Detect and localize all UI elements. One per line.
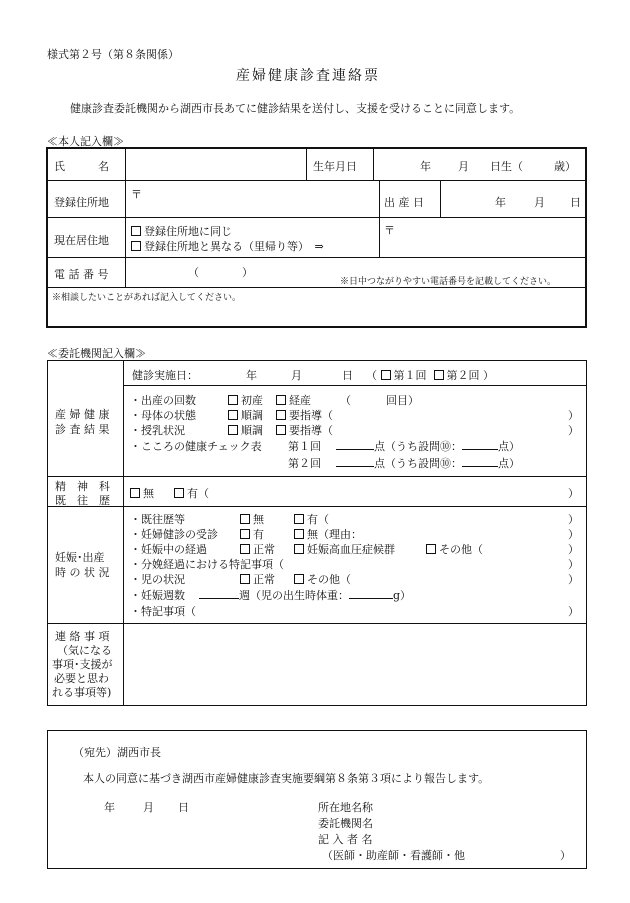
exam-day-unit: 日 xyxy=(342,369,353,382)
checkbox-icon xyxy=(131,226,141,236)
contact-field[interactable] xyxy=(128,627,583,702)
exam-round-2-label: 第２回 xyxy=(446,369,480,382)
mental-round-1-label: 第１回 xyxy=(288,440,321,453)
birth-label: 生年月日 xyxy=(313,160,357,173)
contact-label-4: 必要と思わ xyxy=(54,672,109,685)
phone-label: 電 話 番 号 xyxy=(54,268,109,281)
checkbox-icon xyxy=(381,370,391,380)
delivery-day-unit: 日 xyxy=(570,196,581,209)
postal-mark: 〒 xyxy=(131,188,142,201)
baby-other-label: その他（ xyxy=(307,573,351,586)
personal-section-table xyxy=(46,147,587,328)
name-label: 氏 名 xyxy=(54,160,109,173)
course-other-label: その他（ xyxy=(439,543,483,556)
profession-label: （医師・助産師・看護師・他 xyxy=(322,849,465,862)
paren-close: ） xyxy=(483,369,494,382)
addressee: （宛先）湖西市長 xyxy=(73,746,161,759)
agency-name-label: 委託機関名 xyxy=(318,817,373,830)
checkbox-icon xyxy=(276,395,286,405)
checkbox-icon xyxy=(434,370,444,380)
psych-none-option[interactable] xyxy=(130,485,154,501)
location-label: 所在地名称 xyxy=(318,801,373,814)
history-label: ・既往歴等 xyxy=(130,513,185,526)
consult-note: ※相談したいことがあれば記入してください。 xyxy=(52,293,242,303)
primipara-option[interactable] xyxy=(228,392,263,408)
delivery-label: 出 産 日 xyxy=(384,196,424,209)
contact-label-1: 連 絡 事 項 xyxy=(55,630,110,643)
phone-paren-close: ） xyxy=(242,266,253,279)
sub-score-blank[interactable] xyxy=(462,449,498,450)
birth-year-unit: 年 xyxy=(420,160,431,173)
birth-age-unit: 歳） xyxy=(554,160,576,173)
checkbox-icon xyxy=(276,410,286,420)
current-different-option[interactable] xyxy=(131,238,324,254)
checkup-no-label: 無（理由： xyxy=(307,528,362,541)
baby-status-label: ・児の状況 xyxy=(130,573,185,586)
sub-question-label: （うち設問⑩： xyxy=(385,457,462,470)
form-number: 様式第２号（第８条関係） xyxy=(47,48,179,61)
history-yes-label: 有（ xyxy=(307,513,329,526)
address-label: 登録住所地 xyxy=(54,196,109,209)
checkup-yes-label: 有 xyxy=(253,528,264,541)
course-hypertension-option[interactable] xyxy=(294,541,395,557)
psych-yes-label: 有（ xyxy=(187,487,209,500)
exam-round-2[interactable] xyxy=(434,369,480,382)
report-year-unit: 年 xyxy=(104,801,115,814)
birth-month-unit: 月 xyxy=(458,160,469,173)
exam-year-unit: 年 xyxy=(246,369,257,382)
mental-round-2-score[interactable] xyxy=(336,455,520,471)
score-blank[interactable] xyxy=(336,466,374,467)
score-blank[interactable] xyxy=(336,449,374,450)
exam-round-1-label: 第１回 xyxy=(393,369,427,382)
special-notes-close: ） xyxy=(568,605,579,618)
phone-field[interactable] xyxy=(202,264,240,276)
exam-month-unit: 月 xyxy=(291,369,302,382)
weeks-label: ・妊娠週数 xyxy=(130,589,185,602)
agency-section-table xyxy=(47,360,587,706)
baby-weight-unit: g） xyxy=(393,589,412,602)
checkbox-icon xyxy=(294,514,304,524)
checkbox-icon xyxy=(240,514,250,524)
checkbox-icon xyxy=(426,544,436,554)
baby-other-option[interactable] xyxy=(294,571,351,587)
checkbox-icon xyxy=(174,488,184,498)
profession-close: ） xyxy=(560,849,571,862)
report-month-unit: 月 xyxy=(143,801,154,814)
checkbox-icon xyxy=(228,395,238,405)
sub-question-label: （うち設問⑩： xyxy=(385,440,462,453)
delivery-notes-label: ・分娩経過における特記事項（ xyxy=(130,558,284,571)
phone-paren-open: （ xyxy=(188,266,199,279)
delivery-notes-close: ） xyxy=(568,558,579,571)
address-field[interactable] xyxy=(134,201,374,215)
birth-day-unit: 日生（ xyxy=(490,160,523,173)
mother-guidance-option[interactable] xyxy=(276,407,333,423)
mental-round-1-score[interactable] xyxy=(336,438,520,454)
psych-yes-option[interactable] xyxy=(174,485,209,501)
multipara-option[interactable] xyxy=(276,392,311,408)
multipara-label: 経産 xyxy=(289,394,311,407)
course-hypertension-label: 妊娠高血圧症候群 xyxy=(307,543,395,556)
baby-normal-option[interactable] xyxy=(240,571,275,587)
course-normal-option[interactable] xyxy=(240,541,275,557)
nursing-guidance-option[interactable] xyxy=(276,422,333,438)
checkbox-icon xyxy=(228,425,238,435)
current-same-option[interactable] xyxy=(131,223,232,239)
agency-section-header: ≪委託機関記入欄≫ xyxy=(47,347,146,360)
paren-open: （ xyxy=(366,369,377,382)
report-statement: 本人の同意に基づき湖西市産婦健康診査実施要綱第８条第３項により報告します。 xyxy=(83,772,490,785)
score-unit: 点 xyxy=(374,440,385,453)
contact-label-2: （気になる xyxy=(57,644,112,657)
writer-label: 記 入 者 名 xyxy=(318,833,373,846)
checkbox-icon xyxy=(240,529,250,539)
mother-state-label: ・母体の状態 xyxy=(130,409,196,422)
checkbox-icon xyxy=(130,488,140,498)
consent-text: 健康診査委託機関から湖西市長あてに健診結果を送付し、支援を受けることに同意します。 xyxy=(70,102,521,115)
contact-label-5: れる事項等) xyxy=(52,686,112,699)
psych-none-label: 無 xyxy=(143,487,154,500)
delivery-month-unit: 月 xyxy=(534,196,545,209)
checkbox-icon xyxy=(228,410,238,420)
mother-guidance-label: 要指導（ xyxy=(289,409,333,422)
nursing-normal-option[interactable] xyxy=(228,422,263,438)
nursing-label: ・授乳状況 xyxy=(130,424,185,437)
exam-round-1[interactable] xyxy=(381,369,427,382)
mother-close: ） xyxy=(568,409,579,422)
checkup-no-option[interactable] xyxy=(294,526,362,542)
current-same-label: 登録住所地に同じ xyxy=(144,225,232,238)
course-close: ） xyxy=(568,543,579,556)
weeks-blank[interactable] xyxy=(199,598,239,599)
mother-normal-option[interactable] xyxy=(228,407,263,423)
psych-label-1: 精 神 科 xyxy=(55,480,110,493)
checkup-close: ） xyxy=(568,528,579,541)
course-label: ・妊娠中の経過 xyxy=(130,543,207,556)
baby-normal-label: 正常 xyxy=(253,573,275,586)
report-day-unit: 日 xyxy=(178,801,189,814)
weeks-row xyxy=(130,587,411,603)
birth-count-label: ・出産の回数 xyxy=(130,394,196,407)
mental-check-label: ・こころの健康チェック表 xyxy=(130,440,262,453)
sub-score-unit: 点） xyxy=(498,457,520,470)
baby-weight-label: （児の出生時体重： xyxy=(250,589,349,602)
sub-score-blank[interactable] xyxy=(462,466,498,467)
exam-round-group xyxy=(366,367,494,383)
birth-count-open: （ xyxy=(340,394,351,407)
current-address-label: 現在居住地 xyxy=(54,234,109,247)
weeks-unit: 週 xyxy=(239,589,250,602)
course-other-option[interactable] xyxy=(426,541,483,557)
delivery-year-unit: 年 xyxy=(495,196,506,209)
consult-field[interactable] xyxy=(52,301,580,323)
psych-close: ） xyxy=(568,487,579,500)
baby-weight-blank[interactable] xyxy=(349,598,393,599)
current-postal-mark: 〒 xyxy=(384,224,395,237)
contact-label-3: 事項･支援が xyxy=(52,658,113,671)
nursing-normal-label: 順調 xyxy=(241,424,263,437)
checkbox-icon xyxy=(240,574,250,584)
checkbox-icon xyxy=(294,544,304,554)
course-normal-label: 正常 xyxy=(253,543,275,556)
name-field[interactable] xyxy=(130,153,302,176)
nursing-close: ） xyxy=(568,424,579,437)
history-none-label: 無 xyxy=(253,513,264,526)
history-close: ） xyxy=(568,513,579,526)
baby-status-close: ） xyxy=(568,573,579,586)
report-box xyxy=(47,730,587,869)
mother-normal-label: 順調 xyxy=(241,409,263,422)
primipara-label: 初産 xyxy=(241,394,263,407)
page-title: 産婦健康診査連絡票 xyxy=(236,68,380,84)
history-none-option[interactable] xyxy=(240,511,264,527)
pregnancy-label-2: 時 の 状 況 xyxy=(55,566,110,579)
sub-score-unit: 点） xyxy=(498,440,520,453)
psych-label-2: 既 往 歴 xyxy=(55,494,110,507)
phone-note: ※日中つながりやすい電話番号を記載してください。 xyxy=(340,277,557,287)
result-label-2: 診 査 結 果 xyxy=(55,423,110,436)
nursing-guidance-label: 要指導（ xyxy=(289,424,333,437)
checkup-label: ・妊婦健診の受診 xyxy=(130,528,218,541)
result-label-1: 産 婦 健 康 xyxy=(55,408,110,421)
checkup-yes-option[interactable] xyxy=(240,526,264,542)
pregnancy-label-1: 妊娠･出産 xyxy=(55,551,105,564)
exam-date-label: 健診実施日： xyxy=(132,369,198,382)
checkbox-icon xyxy=(276,425,286,435)
checkbox-icon xyxy=(240,544,250,554)
personal-section-header: ≪本人記入欄≫ xyxy=(47,135,124,148)
checkbox-icon xyxy=(294,529,304,539)
birth-count-unit: 回目） xyxy=(386,394,419,407)
current-different-label: 登録住所地と異なる（里帰り等） ⇒ xyxy=(144,240,324,253)
checkbox-icon xyxy=(131,241,141,251)
history-yes-option[interactable] xyxy=(294,511,329,527)
score-unit: 点 xyxy=(374,457,385,470)
mental-round-2-label: 第２回 xyxy=(288,457,321,470)
checkbox-icon xyxy=(294,574,304,584)
special-notes-label: ・特記事項（ xyxy=(130,605,196,618)
